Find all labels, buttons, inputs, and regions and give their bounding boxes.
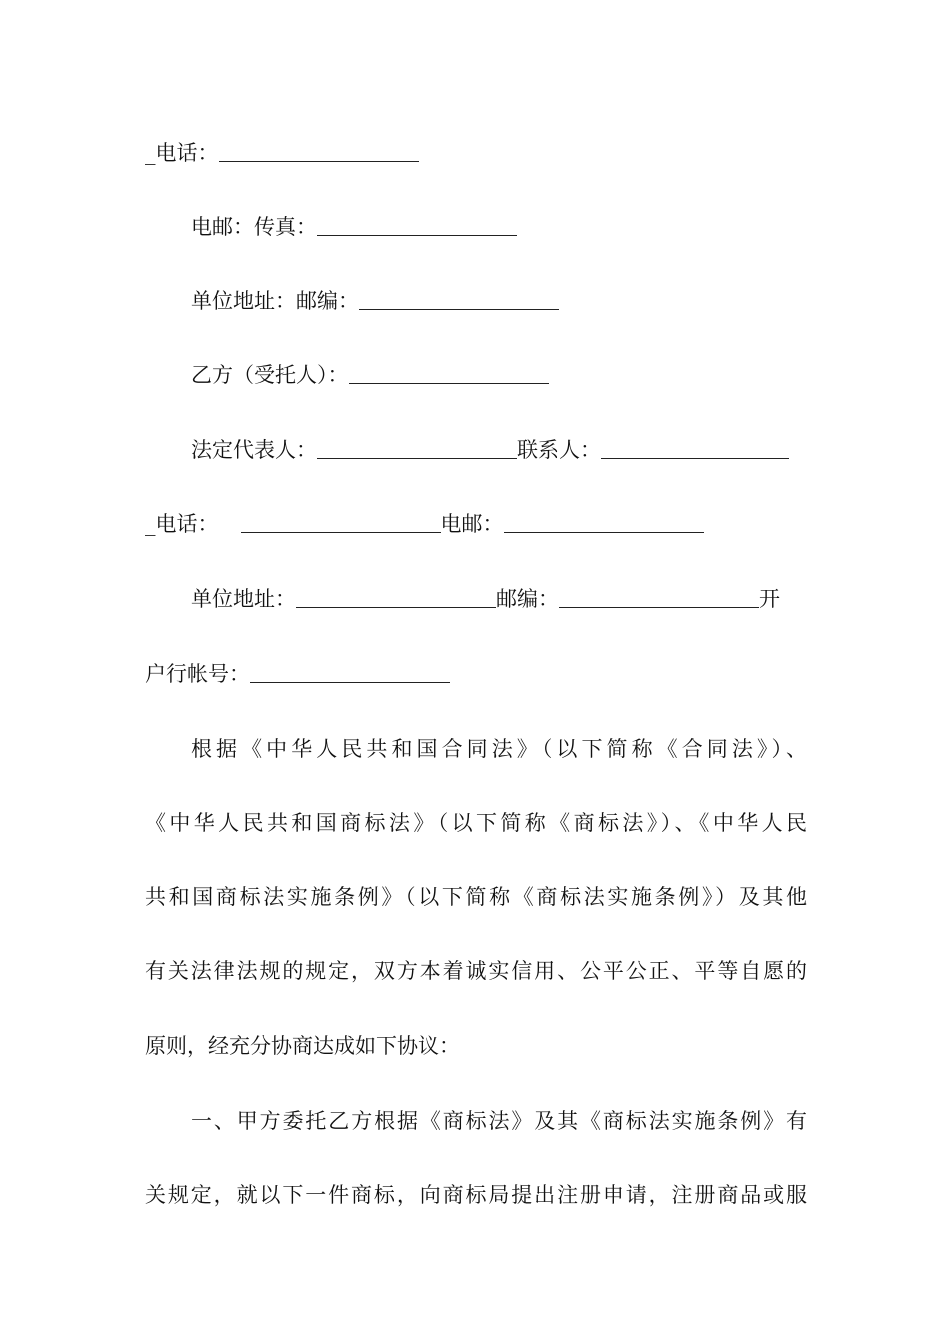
- party-b-title-label: 乙方（受托人）：: [191, 363, 349, 387]
- party-b-legal-rep-label: 法定代表人：: [191, 438, 317, 462]
- party-b-account-blank: [250, 660, 450, 683]
- party-b-address-label: 单位地址：: [191, 587, 296, 611]
- party-a-email-fax-row: [145, 207, 807, 247]
- party-a-address-zip-label: 单位地址：邮编：: [191, 289, 359, 313]
- party-b-email-label: 电邮：: [440, 512, 504, 536]
- preamble-line-4: 有关法律法规的规定，双方本着诚实信用、公平公正、平等自愿的: [145, 959, 807, 983]
- party-b-contact-label: 联系人：: [517, 438, 601, 462]
- party-b-title-blank: [349, 361, 549, 384]
- party-b-phone-label: _电话：: [145, 512, 219, 536]
- party-a-phone-blank: [219, 139, 419, 162]
- party-b-account-label-part2: 户行帐号：: [145, 662, 250, 686]
- party-b-address-blank: [296, 585, 496, 608]
- party-b-phone-email-row: [145, 504, 807, 544]
- party-a-address-zip-row: [145, 281, 807, 321]
- party-a-address-zip-blank: [359, 287, 559, 310]
- party-b-legal-rep-row: [145, 430, 807, 470]
- party-a-email-fax-blank: [317, 213, 517, 236]
- preamble-line-5: 原则，经充分协商达成如下协议：: [145, 1034, 460, 1058]
- party-a-email-fax-label: 电邮：传真：: [191, 215, 317, 239]
- clause-1-line-1: 一、甲方委托乙方根据《商标法》及其《商标法实施条例》有: [191, 1109, 807, 1133]
- preamble-line-3: 共和国商标法实施条例》（以下简称《商标法实施条例》）及其他: [145, 885, 807, 909]
- party-b-zip-label: 邮编：: [496, 587, 559, 611]
- party-a-phone-row: [145, 133, 807, 173]
- preamble-line-1: 根据《中华人民共和国合同法》（以下简称《合同法》）、: [191, 737, 807, 761]
- preamble-line-2: 《中华人民共和国商标法》（以下简称《商标法》）、《中华人民: [145, 811, 807, 835]
- party-b-legal-rep-blank: [317, 436, 517, 459]
- party-b-email-blank: [504, 510, 704, 533]
- party-b-contact-blank: [601, 436, 789, 459]
- party-b-account-row: [145, 654, 807, 694]
- party-b-title-row: [145, 355, 807, 395]
- party-b-account-label-part1: 开: [759, 587, 780, 611]
- party-a-phone-label: _电话：: [145, 141, 219, 165]
- clause-1-line-2: 关规定，就以下一件商标，向商标局提出注册申请，注册商品或服: [145, 1183, 807, 1207]
- party-b-phone-blank: [241, 510, 441, 533]
- party-b-zip-blank: [559, 585, 759, 608]
- party-b-address-row: [145, 579, 807, 619]
